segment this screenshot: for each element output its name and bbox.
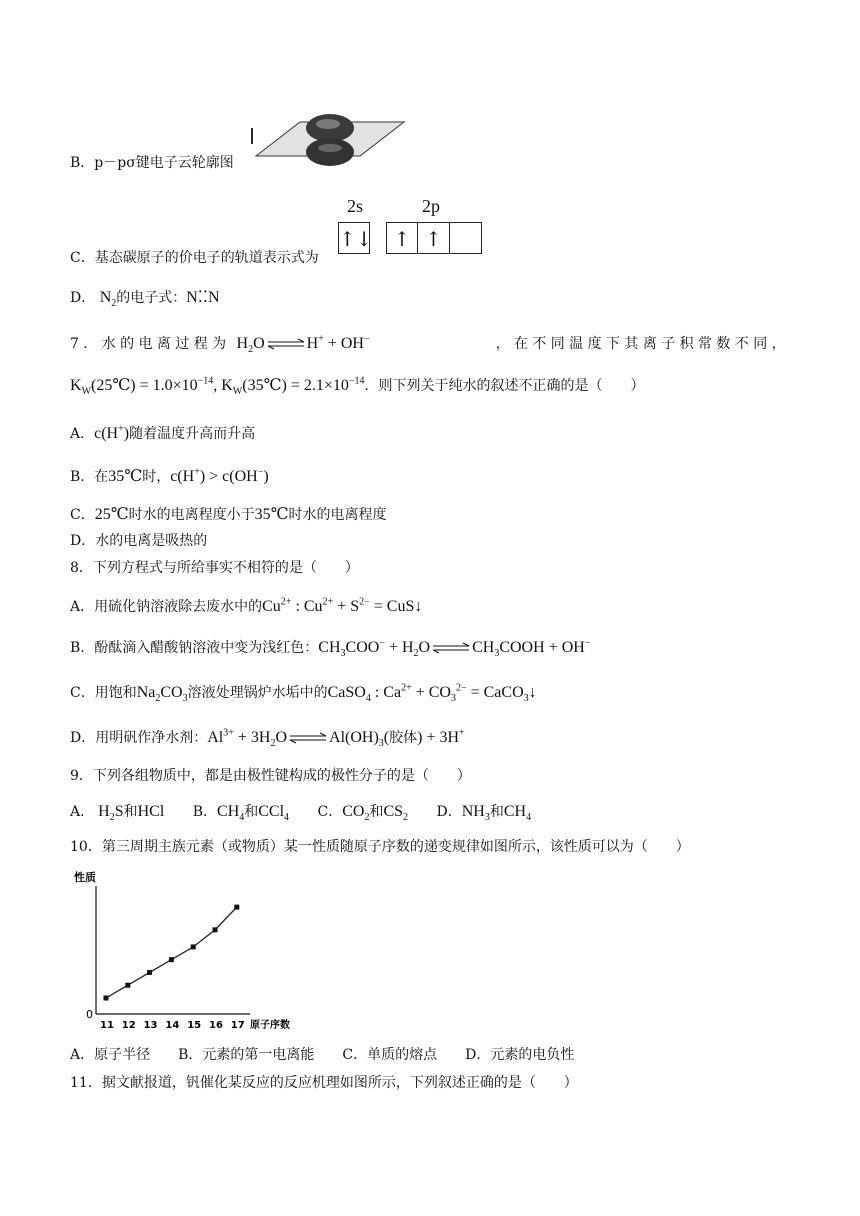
q8-c-mid: 溶液处理锅炉水垢中的 [187,685,328,701]
n2-electron-formula: N⁚⁚N [186,289,220,306]
q9-stem [70,767,471,785]
q7-b-inequality: c(H+) > c(OH−) [170,466,269,485]
q6-d-prefix: D． [70,290,96,306]
formula-n2: $N_2$ [99,289,117,310]
q8-b-equation: $CH_3COO^- + H_2O$ $CH_3COOH + OH^-$ [318,637,591,660]
data-point [104,996,109,1001]
q6-option-d [70,288,220,309]
q8-option-c [70,683,537,704]
q8-stem-text: 8．下列方程式与所给事实不相符的是（ ） [70,560,359,576]
c-h-plus: c(H+) [94,423,130,442]
q7-c-t25: 25℃ [94,506,129,523]
x-tick-label: 13 [143,1020,158,1031]
q7-c-b: 时水的电离程度小于 [128,507,255,523]
q7-stem-line2 [70,376,645,397]
chart-origin: 0 [86,1008,93,1021]
q8-a-equation: $Cu^{2+}$ : $Cu^{2+} + S^{2-}$ = CuS↓ [262,596,423,615]
q9-c: C．$CO_2$和$CS_2$ [317,803,409,824]
orbital-2p-1: ↑ [386,222,418,254]
data-point [234,905,239,910]
q8-option-a [70,597,422,618]
q7-stem-line1 [70,334,790,355]
x-tick-label: 16 [209,1020,223,1031]
label-2s: 2s [347,196,364,216]
q8-d-text: D．用明矾作净水剂： [70,730,208,746]
q8-stem [70,559,359,577]
q9-b: B．$CH_4$和CCl$_4$ [192,803,290,824]
x-tick-label: 12 [121,1020,136,1031]
data-point [213,927,218,932]
q7-c-t35: 35℃ [254,506,289,523]
orbital-2s-box [338,222,373,254]
q8-option-b [70,638,590,659]
q9-stem-text: 9．下列各组物质中，都是由极性键构成的极性分子的是（ ） [70,768,471,784]
q7-option-c [70,505,387,526]
q9-d: D．$NH_3$和$CH_4$ [436,803,532,824]
q6-option-b [70,154,234,172]
q7-option-a [70,424,255,445]
q9-options [70,802,531,823]
data-point [191,944,196,949]
q8-colloid: 胶体 [389,730,418,746]
q8-c-text: C．用饱和 [70,685,137,701]
q7-a-suffix: 随着温度升高而升高 [129,426,256,442]
q8-d-equation: $Al^{3+} + 3H_2O$ $Al(OH)_3$(胶体) + 3H+ [207,727,465,750]
chart-ylabel: 性质 [74,871,96,884]
q7-stem-b: ，在不同温度下其离子积常数不同， [495,336,790,353]
q7-b-temp: 35℃ [108,468,143,485]
q10-options-text: A．原子半径 B．元素的第一电离能 C．单质的熔点 D．元素的电负性 [70,1047,575,1063]
x-tick-label: 11 [100,1020,114,1031]
x-tick-label: 14 [165,1020,180,1031]
orbital-2p-2: ↑ [418,222,450,254]
q7-option-d [70,532,207,550]
q6-b-label: B． [70,155,95,171]
q7-option-b [70,467,269,488]
x-tick-label: 17 [230,1020,245,1031]
sigma-bond-orbital-figure [248,108,408,174]
q7-c-a: C． [70,507,95,523]
q9-a: A． $H_2S$和HCl [70,803,165,824]
q7-c-c: 时水的电离程度 [288,507,387,523]
q10-options [70,1046,574,1064]
q8-c-equation: CaSO$_4$ : $Ca^{2+} + CO_3^{2-}$ = CaCO$_3$↓ [327,682,537,705]
q6-b-text: p－pσ键电子云轮廓图 [94,155,234,171]
orbital-2p-3 [450,222,482,254]
q6-d-mid: 的电子式： [116,290,187,306]
orbital-diagram [338,196,488,260]
q10-stem-text: 10．第三周期主族元素（或物质）某一性质随原子序数的递变规律如图所示，该性质可以为（ ） [70,839,690,855]
data-point [169,957,174,962]
data-point [125,983,130,988]
q8-option-d [70,728,465,749]
q7-a-prefix: A． [70,426,95,442]
q7-d: D．水的电离是吸热的 [70,533,208,549]
q6-option-c [70,249,319,267]
q7-stem-a: 7．水的电离过程为 [70,336,231,353]
x-tick-label: 15 [187,1020,202,1031]
property-chart [70,866,310,1036]
orbital-2s: ↑↓ [338,222,370,254]
chart-xlabel: 原子序数 [250,1020,290,1031]
q11-stem [70,1074,578,1092]
label-2p: 2p [422,196,440,216]
water-ionization-equation: $H_2O$ H+ + OH− [236,333,370,356]
q10-stem [70,838,690,856]
orbital-2p-boxes [386,222,482,254]
q8-b-text: B．酚酞滴入醋酸钠溶液中变为浅红色： [70,640,319,656]
q6-c-text: C．基态碳原子的价电子的轨道表示式为 [70,250,319,266]
formula-na2co3: $Na_2CO_3$ [136,684,188,705]
data-point [147,970,152,975]
q7-stem-c: ．则下列关于纯水的叙述不正确的是（ ） [364,378,645,394]
q7-b-prefix: B．在 [70,469,109,485]
q8-a-text: A．用硫化钠溶液除去废水中的 [70,599,263,615]
kw-values: $K_W(25℃) = 1.0\times 10^{-14}$, $K_W(35℃) = 2.1\times 10^{-14}$ [70,375,365,398]
q11-stem-text: 11．据文献报道，钒催化某反应的反应机理如图所示，下列叙述正确的是（ ） [70,1075,578,1091]
q7-b-mid: 时， [142,469,171,485]
